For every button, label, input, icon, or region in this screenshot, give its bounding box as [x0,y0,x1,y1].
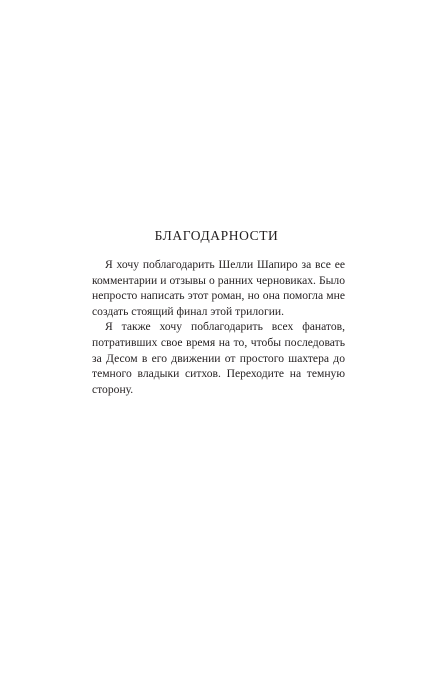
acknowledgements-heading: БЛАГОДАРНОСТИ [154,228,279,243]
acknowledgements-text [92,257,345,397]
paragraph-1: Я хочу поблагодарить Шелли Шапиро за все ее комментарии и отзывы о ранних черновиках. Было непросто написать этот роман, но она помогла мне создать стоящий финал этой трилогии. [92,258,345,318]
paragraph-2: Я также хочу поблагодарить всех фанатов, потративших свое время на то, чтобы последовать за Десом в его движении от простого шахтера до темного владыки ситхов. Переходите на темную сторону. [92,320,345,396]
